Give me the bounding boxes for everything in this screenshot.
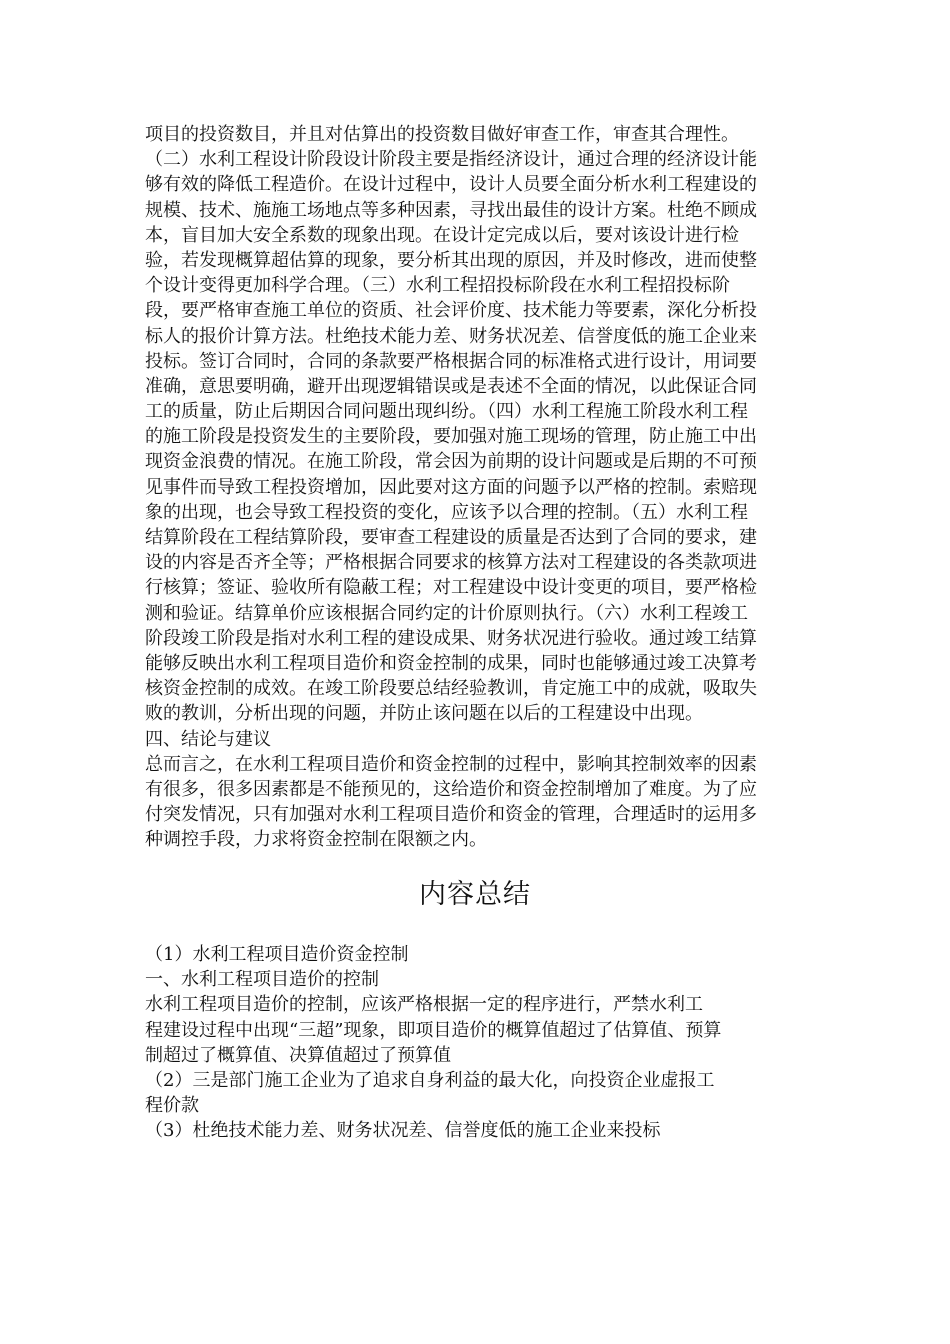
- body-line: 能够反映出水利工程项目造价和资金控制的成果，同时也能够通过竣工决算考: [145, 652, 757, 674]
- body-line: 规模、技术、施施工场地点等多种因素，寻找出最佳的设计方案。杜绝不顾成: [145, 199, 757, 221]
- body-line: 象的出现，也会导致工程投资的变化，应该予以合理的控制。（五）水利工程: [145, 501, 748, 523]
- body-line: 结算阶段在工程结算阶段，要审查工程建设的质量是否达到了合同的要求，建: [145, 527, 757, 548]
- summary-body: [145, 942, 805, 1144]
- summary-line: 一、水利工程项目造价的控制: [145, 969, 379, 991]
- summary-line: 制超过了概算值、决算值超过了预算值: [145, 1044, 451, 1066]
- summary-line: 程建设过程中出现“三超”现象，即项目造价的概算值超过了估算值、预算: [145, 1019, 722, 1041]
- document-body: [145, 122, 805, 852]
- body-line: 测和验证。结算单价应该根据合同约定的计价原则执行。（六）水利工程竣工: [145, 602, 748, 624]
- body-line: 标人的报价计算方法。杜绝技术能力差、财务状况差、信誉度低的施工企业来: [145, 325, 757, 347]
- body-line: 败的教训，分析出现的问题，并防止该问题在以后的工程建设中出现。: [145, 703, 703, 725]
- summary-line: 程价款: [145, 1095, 199, 1117]
- body-line: 有很多，很多因素都是不能预见的，这给造价和资金控制增加了难度。为了应: [145, 778, 757, 800]
- body-line: 设的内容是否齐全等；严格根据合同要求的核算方法对工程建设的各类款项进: [145, 552, 757, 574]
- body-line: 见事件而导致工程投资增加，因此要对这方面的问题予以严格的控制。索赔现: [145, 476, 757, 498]
- body-line: 总而言之，在水利工程项目造价和资金控制的过程中，影响其控制效率的因素: [145, 753, 757, 775]
- body-line: 种调控手段，力求将资金控制在限额之内。: [145, 829, 487, 851]
- summary-line: （1）水利工程项目造价资金控制: [145, 944, 409, 965]
- summary-line: （3）杜绝技术能力差、财务状况差、信誉度低的施工企业来投标: [145, 1120, 661, 1142]
- body-line: 投标。签订合同时，合同的条款要严格根据合同的标准格式进行设计，用词要: [145, 350, 757, 372]
- body-line: 付突发情况，只有加强对水利工程项目造价和资金的管理，合理适时的运用多: [145, 804, 757, 826]
- body-line: 行核算；签证、验收所有隐蔽工程；对工程建设中设计变更的项目，要严格检: [145, 577, 757, 599]
- body-line: 的施工阶段是投资发生的主要阶段，要加强对施工现场的管理，防止施工中出: [145, 426, 757, 448]
- body-line: 验，若发现概算超估算的现象，要分析其出现的原因，并及时修改，进而使整: [145, 249, 757, 271]
- body-line: 项目的投资数目，并且对估算出的投资数目做好审查工作，审查其合理性。: [145, 124, 739, 145]
- summary-title: 内容总结: [419, 879, 531, 910]
- body-line: 阶段竣工阶段是指对水利工程的建设成果、财务状况进行验收。通过竣工结算: [145, 627, 757, 649]
- body-line: 核资金控制的成效。在竣工阶段要总结经验教训，肯定施工中的成就，吸取失: [145, 678, 757, 700]
- body-line: 本，盲目加大安全系数的现象出现。在设计定完成以后，要对该设计进行检: [145, 224, 739, 246]
- summary-line: （2）三是部门施工企业为了追求自身利益的最大化，向投资企业虚报工: [145, 1069, 715, 1091]
- body-line: 够有效的降低工程造价。在设计过程中，设计人员要全面分析水利工程建设的: [145, 174, 757, 196]
- body-line: 个设计变得更加科学合理。（三）水利工程招投标阶段在水利工程招投标阶: [145, 275, 730, 297]
- body-line: 工的质量，防止后期因合同问题出现纠纷。（四）水利工程施工阶段水利工程: [145, 401, 748, 423]
- summary-line: 水利工程项目造价的控制，应该严格根据一定的程序进行，严禁水利工: [145, 994, 703, 1016]
- body-line: （二）水利工程设计阶段设计阶段主要是指经济设计，通过合理的经济设计能: [145, 149, 757, 171]
- body-line: 准确，意思要明确，避开出现逻辑错误或是表述不全面的情况，以此保证合同: [145, 375, 757, 397]
- body-line: 段，要严格审查施工单位的资质、社会评价度、技术能力等要素，深化分析投: [145, 300, 757, 322]
- body-line: 现资金浪费的情况。在施工阶段，常会因为前期的设计问题或是后期的不可预: [145, 451, 757, 473]
- section-heading-conclusion: 四、结论与建议: [145, 728, 271, 750]
